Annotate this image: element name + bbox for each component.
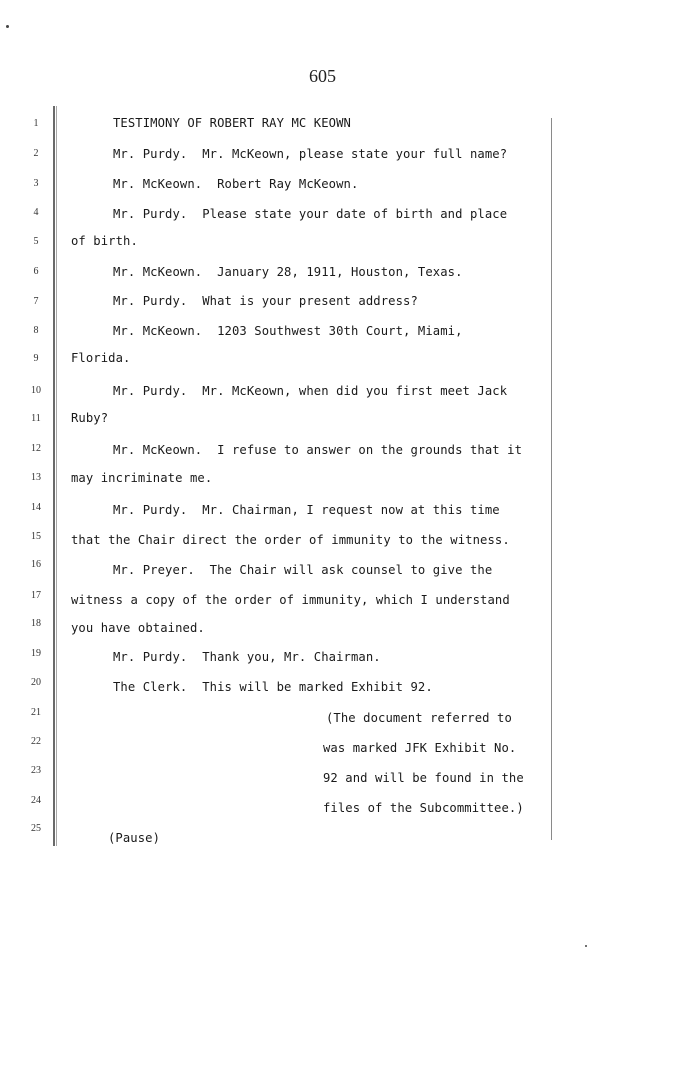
line-number: 3 xyxy=(33,178,39,189)
transcript-line: Mr. McKeown. January 28, 1911, Houston, Texas. xyxy=(113,265,463,279)
transcript-line: Mr. McKeown. 1203 Southwest 30th Court, Miami, xyxy=(113,324,463,338)
transcript-line: Mr. Preyer. The Chair will ask counsel to give the xyxy=(113,563,493,577)
exhibit-note-line: (The document referred to xyxy=(326,711,512,725)
transcript-line: The Clerk. This will be marked Exhibit 92. xyxy=(113,680,433,694)
line-number: 17 xyxy=(31,590,41,601)
transcript-line: that the Chair direct the order of immunity to the witness. xyxy=(71,533,510,547)
exhibit-note-line: was marked JFK Exhibit No. xyxy=(323,741,517,755)
transcript-line: may incriminate me. xyxy=(71,471,213,485)
transcript-line: Mr. Purdy. Thank you, Mr. Chairman. xyxy=(113,650,381,664)
line-number: 9 xyxy=(33,353,39,364)
line-number: 10 xyxy=(31,385,41,396)
line-number: 23 xyxy=(31,765,41,776)
transcript-line: you have obtained. xyxy=(71,621,205,635)
line-number: 24 xyxy=(31,795,41,806)
line-number: 1 xyxy=(33,118,39,129)
transcript-line: Mr. Purdy. Mr. McKeown, when did you first meet Jack xyxy=(113,384,508,398)
transcript-line: Mr. McKeown. Robert Ray McKeown. xyxy=(113,177,359,191)
transcript-line: Mr. Purdy. Mr. McKeown, please state your full name? xyxy=(113,147,508,161)
line-number: 22 xyxy=(31,736,41,747)
transcript-line: Florida. xyxy=(71,351,131,365)
left-margin-rule xyxy=(53,106,55,846)
dot-mark xyxy=(585,945,587,947)
transcript-heading: TESTIMONY OF ROBERT RAY MC KEOWN xyxy=(113,116,351,130)
line-number: 5 xyxy=(33,236,39,247)
exhibit-note-line: files of the Subcommittee.) xyxy=(323,801,524,815)
line-number: 16 xyxy=(31,559,41,570)
line-number: 20 xyxy=(31,677,41,688)
page-number: 605 xyxy=(309,66,336,86)
transcript-line: (Pause) xyxy=(108,831,161,845)
line-number: 7 xyxy=(33,296,39,307)
right-margin-rule xyxy=(551,118,552,840)
dot-mark xyxy=(6,25,9,28)
line-number: 18 xyxy=(31,618,41,629)
line-number: 8 xyxy=(33,325,39,336)
line-number: 11 xyxy=(31,413,41,424)
line-number: 13 xyxy=(31,472,41,483)
transcript-line: Mr. Purdy. Please state your date of birth and place xyxy=(113,207,508,221)
line-number: 25 xyxy=(31,823,41,834)
left-margin-rule-inner xyxy=(56,106,57,846)
transcript-line: Mr. Purdy. What is your present address? xyxy=(113,294,418,308)
exhibit-note-line: 92 and will be found in the xyxy=(323,771,524,785)
transcript-line: of birth. xyxy=(71,234,138,248)
line-number: 2 xyxy=(33,148,39,159)
transcript-line: Ruby? xyxy=(71,411,109,425)
line-number: 14 xyxy=(31,502,41,513)
line-number: 6 xyxy=(33,266,39,277)
line-number: 15 xyxy=(31,531,41,542)
line-number: 21 xyxy=(31,707,41,718)
line-number: 4 xyxy=(33,207,39,218)
line-number: 12 xyxy=(31,443,41,454)
transcript-line: witness a copy of the order of immunity, which I understand xyxy=(71,593,510,607)
transcript-line: Mr. McKeown. I refuse to answer on the grounds that it xyxy=(113,443,523,457)
line-number: 19 xyxy=(31,648,41,659)
transcript-line: Mr. Purdy. Mr. Chairman, I request now at this time xyxy=(113,503,500,517)
